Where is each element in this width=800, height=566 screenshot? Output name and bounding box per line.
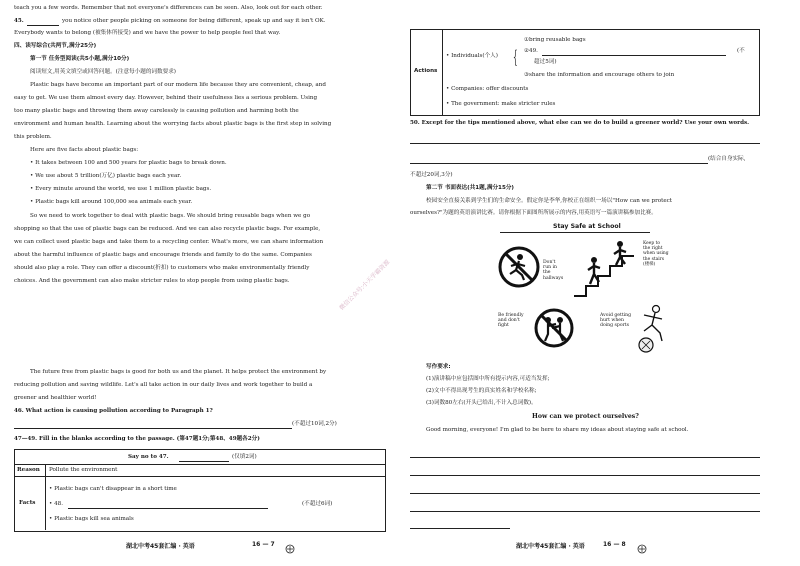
q45-line2: Everybody wants to belong (被集体所接受) and we have the power to help people feel that way. bbox=[14, 30, 281, 36]
text-line: reducing pollution and saving wildlife. Let's all take action in our daily lives and work together to build a bbox=[14, 382, 313, 388]
text-line: • Plastic bags kill around 100,000 sea animals each year. bbox=[30, 199, 193, 205]
q50-limit-cont: 不超过20词,3分) bbox=[410, 172, 453, 178]
label-be-friendly: Be friendly and don't fight bbox=[498, 313, 524, 329]
q50-limit: (结合自身实际, bbox=[708, 156, 746, 162]
instruction: 阅读短文,用英文填空或回答问题。(注意每小题的词数要求) bbox=[30, 69, 176, 75]
watermark: 微信公众号:小天学霸资源 bbox=[338, 258, 392, 312]
footer-title: 湖北中考45套汇编 · 英语 bbox=[126, 543, 195, 550]
label-dont-run: Don't run in the hallways bbox=[543, 260, 564, 281]
footer-title: 湖北中考45套汇编 · 英语 bbox=[516, 543, 585, 550]
text-line: this problem. bbox=[14, 134, 52, 140]
text-line: shopping so that the use of plastic bags can be reduced. And we can also recycle plastic bags. For example, bbox=[14, 226, 321, 232]
footer-page: 16 — 7 bbox=[252, 541, 275, 548]
individuals-label: • Individuals(个人) bbox=[446, 53, 498, 59]
poster-rule bbox=[500, 232, 650, 233]
q45-blank[interactable] bbox=[27, 25, 59, 26]
stairs-icon bbox=[572, 238, 642, 298]
q45-text: you notice other people picking on someone for being different, speak up and say it isn't OK. bbox=[62, 18, 326, 24]
text-line: So we need to work together to deal with plastic bags. We should bring reusable bags when we go bbox=[30, 213, 311, 219]
writing-line[interactable] bbox=[410, 457, 760, 458]
text-line: Plastic bags have become an important part of our modern life because they are convenient, cheap, and bbox=[30, 82, 326, 88]
no-running-icon bbox=[498, 246, 540, 288]
table-rule bbox=[14, 476, 385, 477]
section-one-heading: 第一节 任务型阅读(共5小题,满分10分) bbox=[30, 56, 130, 62]
footer-page: 16 — 8 bbox=[603, 541, 626, 548]
logo-icon bbox=[635, 539, 649, 549]
q46-answer-line[interactable] bbox=[14, 428, 292, 429]
text-line: choices. And the government can also make stricter rules to stop people from using plastic bags. bbox=[14, 278, 290, 284]
section-two-heading: 第二节 书面表达(共1题,满分15分) bbox=[426, 185, 514, 191]
requirement-item: (1)演讲稿中应包括图中所有提示内容,可适当发挥; bbox=[426, 376, 550, 382]
writing-line[interactable] bbox=[410, 528, 510, 529]
text-line: • Every minute around the world, we use 1 million plastic bags. bbox=[30, 186, 212, 192]
facts-item: • Plastic bags can't disappear in a short time bbox=[49, 486, 177, 492]
q50-answer-line[interactable] bbox=[410, 163, 708, 164]
reason-label: Reason bbox=[17, 467, 40, 473]
q50-question: 50. Except for the tips mentioned above, what else can we do to build a greener world? Use your own words. bbox=[410, 120, 750, 126]
q47-limit: (仅填2词) bbox=[232, 454, 257, 460]
q46-question: 46. What action is causing pollution according to Paragraph 1? bbox=[14, 408, 213, 414]
q48-blank[interactable] bbox=[68, 508, 268, 509]
text-line: greener and healthier world! bbox=[14, 395, 97, 401]
q45-number: 45. bbox=[14, 18, 24, 24]
facts-label: Facts bbox=[19, 500, 36, 506]
individual-item: ①bring reusable bags bbox=[524, 37, 586, 43]
q50-answer-line[interactable] bbox=[410, 143, 760, 144]
section-four-heading: 四、读写综合(共两节,满分25分) bbox=[14, 43, 97, 49]
facts-item: • Plastic bags kill sea animals bbox=[49, 516, 134, 522]
prompt-line: 校园安全直接关系到学生们的生命安全。假定你是李华,你校正在组织一场以"How can we protect bbox=[426, 198, 673, 204]
writing-line[interactable] bbox=[410, 475, 760, 476]
text-line: too many plastic bags and throwing them away carelessly is causing pollution and harming both the bbox=[14, 108, 299, 114]
facts-intro: Here are five facts about plastic bags: bbox=[30, 147, 139, 153]
facts-item: • 48. bbox=[49, 501, 63, 507]
poster-title: Stay Safe at School bbox=[553, 223, 621, 230]
q47-49-instruction: 47—49. Fill in the blanks according to the passage. (第47题1分;第48、49题各2分) bbox=[14, 436, 260, 442]
top-line: teach you a few words. Remember that not everyone's differences can be seen. Also, look out for each other. bbox=[14, 5, 323, 11]
brace: { bbox=[513, 47, 518, 68]
individual-item: ③share the information and encourage others to join bbox=[524, 72, 675, 78]
table-rule bbox=[45, 464, 46, 530]
text-line: we can collect used plastic bags and take them to a recycling center. What's more, we can share information bbox=[14, 239, 324, 245]
table-rule bbox=[14, 464, 385, 465]
label-avoid-hurt: Avoid getting hurt when doing sports bbox=[600, 313, 632, 329]
text-line: • It takes between 100 and 500 years for plastic bags to break down. bbox=[30, 160, 227, 166]
actions-label: Actions bbox=[414, 68, 438, 74]
logo-icon bbox=[283, 539, 297, 549]
q49-limit: (不 bbox=[737, 48, 745, 54]
q49-blank[interactable] bbox=[542, 55, 726, 56]
no-fighting-icon bbox=[534, 308, 574, 348]
requirements-title: 写作要求: bbox=[426, 364, 451, 370]
right-page bbox=[400, 0, 800, 566]
q46-limit: (不超过10词,2分) bbox=[292, 421, 337, 427]
prompt-line: ourselves?"为题的英语演讲比赛。请你根据下面图所所展示的内容,用英语写一篇演讲稿参加比赛。 bbox=[410, 210, 657, 216]
requirement-item: (3)词数80左右(开头已给出,不计入总词数)。 bbox=[426, 400, 537, 406]
text-line: The future free from plastic bags is good for both us and the planet. It helps protect the environment by bbox=[30, 369, 327, 375]
essay-start: Good morning, everyone! I'm glad to be here to share my ideas about staying safe at school. bbox=[426, 427, 689, 433]
writing-line[interactable] bbox=[410, 493, 760, 494]
text-line: should also play a role. They can offer a discount(折扣) to customers who make environmentally friendly bbox=[14, 265, 310, 271]
essay-title: How can we protect ourselves? bbox=[532, 413, 639, 420]
individual-item: ②49. bbox=[524, 48, 538, 54]
requirement-item: (2)文中不得出现考生的真实姓名和学校名称; bbox=[426, 388, 537, 394]
government-row: • The government: make stricter rules bbox=[446, 101, 556, 107]
text-line: easy to get. We use them almost every day. However, behind their usefulness lies a serious problem. Using bbox=[14, 95, 318, 101]
label-keep-right: Keep to the right when using the stairs (楼梯) bbox=[643, 241, 669, 267]
table-title: Say no to 47. bbox=[128, 454, 169, 460]
reason-value: Pollute the environment bbox=[49, 467, 118, 473]
text-line: environment and human health. Learning about the worrying facts about plastic bags is the first step in solving bbox=[14, 121, 332, 127]
sports-icon bbox=[632, 303, 672, 355]
q47-blank[interactable] bbox=[179, 461, 229, 462]
text-line: • We use about 5 trillion(万亿) plastic bags each year. bbox=[30, 173, 182, 179]
table-rule bbox=[442, 29, 443, 115]
companies-row: • Companies: offer discounts bbox=[446, 86, 529, 92]
q49-limit-cont: 超过5词) bbox=[534, 59, 557, 65]
text-line: about the harmful influence of plastic bags and encourage friends and family to do the same. Companies bbox=[14, 252, 312, 258]
q48-limit: (不超过6词) bbox=[302, 501, 333, 507]
writing-line[interactable] bbox=[410, 511, 760, 512]
